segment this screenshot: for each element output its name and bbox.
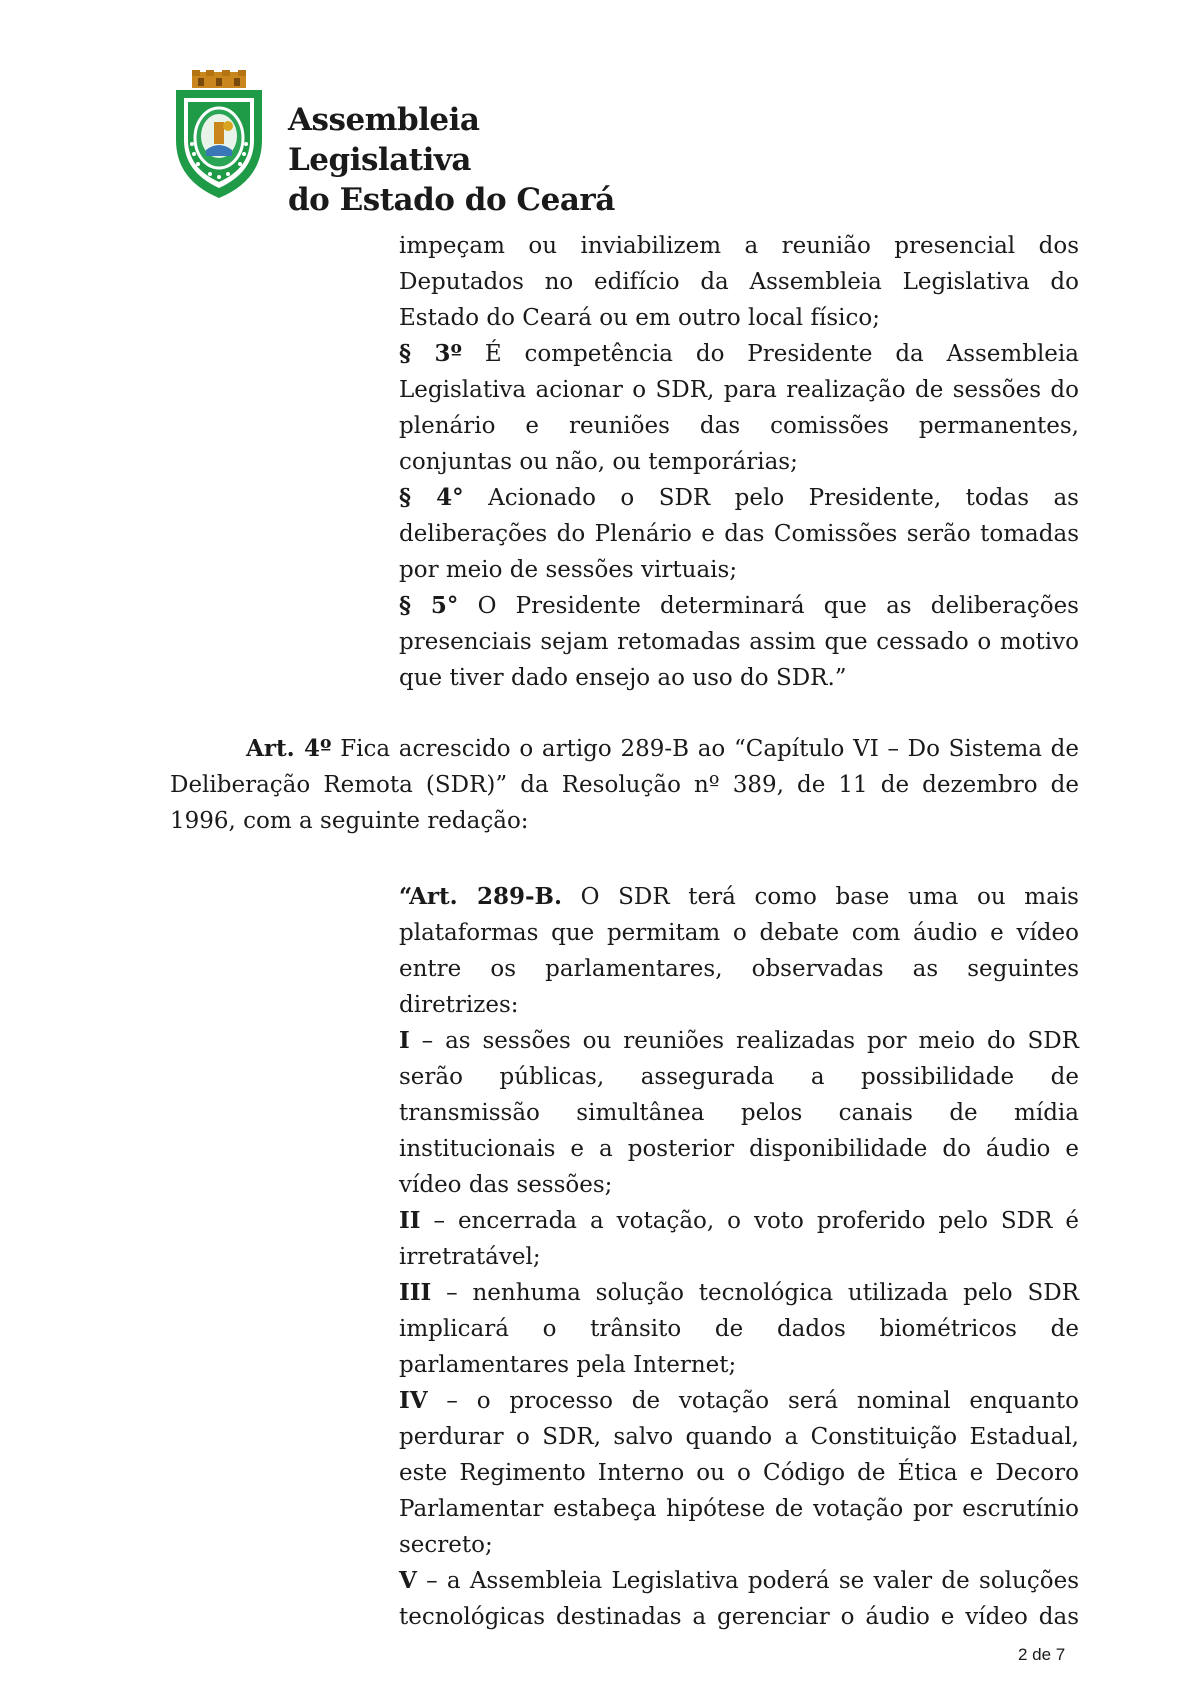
paragraph-item-i xyxy=(399,1023,1079,1203)
item-mark: I xyxy=(399,1027,410,1054)
section-mark: § 3º xyxy=(399,340,463,367)
item-mark: II xyxy=(399,1207,421,1234)
organization-name-line-2: do Estado do Ceará xyxy=(288,182,615,218)
article-mark: Art. 4º xyxy=(246,735,332,762)
paragraph-item-v xyxy=(399,1563,1079,1635)
paragraph-item-ii xyxy=(399,1203,1079,1275)
letterhead xyxy=(170,70,670,218)
paragraph-text: impeçam ou inviabilizem a reunião presencial dos Deputados no edifício da Assembleia Legislativa do Estado do Ceará ou em outro local físico; xyxy=(399,233,1079,331)
item-mark: III xyxy=(399,1279,432,1306)
organization-name xyxy=(288,100,670,220)
paragraph-text: – nenhuma solução tecnológica utilizada pelo SDR implicará o trânsito de dados biométricos de parlamentares pela Internet; xyxy=(399,1280,1079,1378)
paragraph-text: É competência do Presidente da Assembleia Legislativa acionar o SDR, para realização de sessões do plenário e reuniões das comissões permanentes, conjuntas ou não, ou temporárias; xyxy=(399,341,1079,475)
quoted-text-continuation xyxy=(399,228,1079,696)
article-4-paragraph xyxy=(170,731,1079,839)
paragraph-section-4 xyxy=(399,480,1079,588)
paragraph-text: – encerrada a votação, o voto proferido pelo SDR é irretratável; xyxy=(399,1208,1079,1270)
paragraph-text: O SDR terá como base uma ou mais plataformas que permitam o debate com áudio e vídeo entre os parlamentares, observadas as seguintes diretrizes: xyxy=(399,884,1079,1018)
paragraph-text: Fica acrescido o artigo 289-B ao “Capítulo VI – Do Sistema de Deliberação Remota (SDR)” da Resolução nº 389, de 11 de dezembro de 1996, com a seguinte redação: xyxy=(170,736,1079,834)
item-mark: V xyxy=(399,1567,417,1594)
paragraph-section-5 xyxy=(399,588,1079,696)
paragraph-text: O Presidente determinará que as deliberações presenciais sejam retomadas assim que cessado o motivo que tiver dado ensejo ao uso do SDR.” xyxy=(399,593,1079,691)
quoted-article-289-b xyxy=(399,879,1079,1635)
page-number: 2 de 7 xyxy=(1018,1645,1066,1664)
paragraph-text: – a Assembleia Legislativa poderá se valer de soluções tecnológicas destinadas a gerenciar o áudio e vídeo das xyxy=(399,1568,1079,1630)
article-mark: “Art. 289-B. xyxy=(399,883,562,910)
section-mark: § 4° xyxy=(399,484,464,511)
paragraph xyxy=(399,228,1079,336)
paragraph-text: – as sessões ou reuniões realizadas por meio do SDR serão públicas, assegurada a possibilidade de transmissão simultânea pelos canais de mídia institucionais e a posterior disponibilidade do áudio e vídeo das sessões; xyxy=(399,1028,1079,1198)
ceara-coat-of-arms-logo xyxy=(170,70,268,200)
paragraph-section-3 xyxy=(399,336,1079,480)
paragraph-item-iv xyxy=(399,1383,1079,1563)
paragraph-item-iii xyxy=(399,1275,1079,1383)
organization-name-line-1: Assembleia Legislativa xyxy=(288,102,480,178)
paragraph-text: – o processo de votação será nominal enquanto perdurar o SDR, salvo quando a Constituição Estadual, este Regimento Interno ou o Código de Ética e Decoro Parlamentar estabeça hipótese de votação por escrutínio secreto; xyxy=(399,1388,1079,1558)
item-mark: IV xyxy=(399,1387,428,1414)
section-mark: § 5° xyxy=(399,592,459,619)
paragraph-text: Acionado o SDR pelo Presidente, todas as deliberações do Plenário e das Comissões serão tomadas por meio de sessões virtuais; xyxy=(399,485,1079,583)
paragraph-art-289-b xyxy=(399,879,1079,1023)
